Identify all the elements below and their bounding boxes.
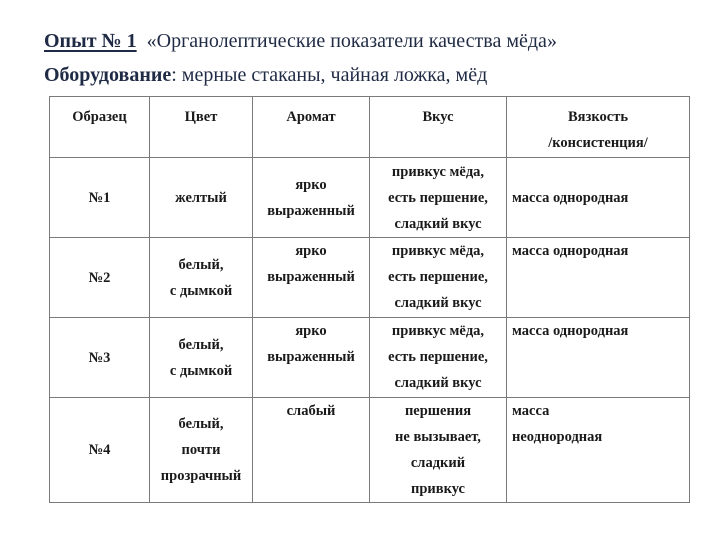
cell-taste-text: сладкий вкус bbox=[394, 375, 482, 391]
cell-sample bbox=[50, 398, 150, 503]
cell-color-text: белый, bbox=[178, 256, 224, 273]
cell-taste-text: сладкий bbox=[410, 455, 466, 471]
cell-viscosity bbox=[507, 238, 690, 318]
cell-taste-text: першения bbox=[404, 403, 472, 419]
cell-taste-text: привкус bbox=[411, 481, 465, 497]
cell-color bbox=[150, 238, 253, 318]
cell-taste-text: не вызывает, bbox=[395, 429, 481, 445]
table-row bbox=[50, 318, 690, 398]
cell-sample-text: №2 bbox=[88, 269, 111, 286]
equipment-value: : мерные стаканы, чайная ложка, мёд bbox=[171, 64, 488, 86]
cell-aroma bbox=[253, 398, 370, 503]
cell-taste-text: сладкий вкус bbox=[394, 295, 482, 311]
cell-sample-text: №4 bbox=[88, 442, 111, 458]
cell-aroma-text: слабый bbox=[286, 403, 336, 419]
cell-sample bbox=[50, 318, 150, 398]
cell-viscosity-text: масса однородная bbox=[512, 189, 629, 206]
cell-aroma bbox=[253, 158, 370, 238]
cell-color-text: прозрачный bbox=[160, 468, 242, 484]
cell-color-text: белый, bbox=[178, 336, 224, 353]
cell-taste-text: привкус мёда, bbox=[391, 243, 485, 259]
header-sample: Образец bbox=[50, 97, 150, 158]
cell-aroma-text: ярко bbox=[295, 243, 327, 259]
cell-taste bbox=[370, 318, 507, 398]
experiment-heading bbox=[44, 30, 557, 53]
cell-aroma bbox=[253, 238, 370, 318]
table-header-row bbox=[50, 97, 690, 158]
cell-taste bbox=[370, 158, 507, 238]
equipment-line bbox=[44, 64, 487, 87]
equipment-label: Оборудование bbox=[44, 64, 172, 86]
cell-color-text: почти bbox=[181, 442, 221, 458]
cell-sample bbox=[50, 158, 150, 238]
cell-aroma-text: выраженный bbox=[267, 202, 355, 219]
cell-aroma-text: ярко bbox=[295, 176, 327, 193]
cell-aroma-text: выраженный bbox=[267, 269, 355, 285]
cell-color-text: с дымкой bbox=[169, 362, 233, 379]
cell-viscosity-text: масса однородная bbox=[512, 323, 629, 339]
cell-color bbox=[150, 398, 253, 503]
cell-taste-text: есть першение, bbox=[388, 189, 488, 206]
cell-viscosity bbox=[507, 398, 690, 503]
cell-aroma-text: ярко bbox=[295, 323, 327, 339]
cell-color-text: желтый bbox=[175, 189, 227, 206]
cell-color-text: белый, bbox=[178, 416, 224, 432]
cell-sample-text: №1 bbox=[88, 189, 111, 206]
cell-aroma-text: выраженный bbox=[267, 349, 355, 365]
experiment-label: Опыт № 1 bbox=[44, 30, 137, 52]
header-taste: Вкус bbox=[370, 97, 507, 158]
cell-viscosity bbox=[507, 158, 690, 238]
experiment-title: «Органолептические показатели качества мёда» bbox=[146, 30, 557, 52]
cell-viscosity-text: масса однородная bbox=[512, 243, 629, 259]
cell-taste-text: привкус мёда, bbox=[391, 163, 485, 180]
cell-sample-text: №3 bbox=[88, 349, 111, 366]
cell-aroma bbox=[253, 318, 370, 398]
cell-taste bbox=[370, 398, 507, 503]
table-row bbox=[50, 238, 690, 318]
cell-viscosity-text: масса bbox=[512, 403, 550, 419]
cell-color bbox=[150, 158, 253, 238]
honey-quality-table bbox=[49, 96, 690, 503]
cell-viscosity bbox=[507, 318, 690, 398]
table-row bbox=[50, 398, 690, 503]
cell-taste-text: есть першение, bbox=[388, 349, 488, 365]
cell-viscosity-text: неоднородная bbox=[512, 429, 603, 445]
cell-color-text: с дымкой bbox=[169, 282, 233, 299]
cell-color bbox=[150, 318, 253, 398]
header-viscosity: Вязкость /консистенция/ bbox=[507, 97, 690, 158]
cell-taste-text: сладкий вкус bbox=[394, 215, 482, 232]
cell-taste-text: привкус мёда, bbox=[391, 323, 485, 339]
cell-taste bbox=[370, 238, 507, 318]
cell-sample bbox=[50, 238, 150, 318]
table-row bbox=[50, 158, 690, 238]
header-aroma: Аромат bbox=[253, 97, 370, 158]
cell-taste-text: есть першение, bbox=[388, 269, 488, 285]
header-color: Цвет bbox=[150, 97, 253, 158]
